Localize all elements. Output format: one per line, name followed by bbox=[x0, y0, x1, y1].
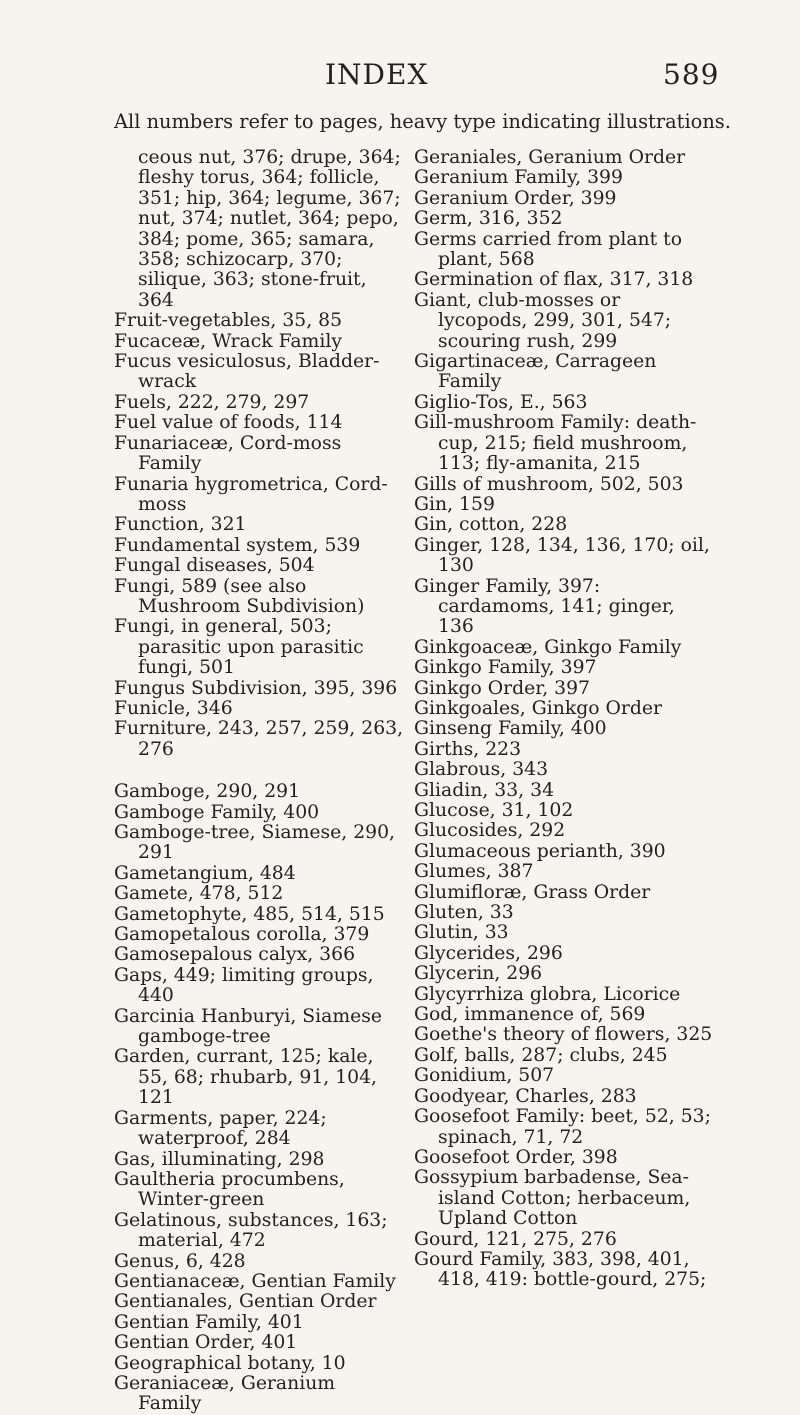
index-entry: Ginkgo Order, 397 bbox=[414, 677, 590, 699]
index-entry: Gourd Family, 383, 398, 401, 418, 419: bottle-gourd, 275; bbox=[414, 1248, 707, 1291]
index-entry: Geraniaceæ, Geranium Family bbox=[114, 1372, 336, 1415]
index-entry: Gluten, 33 bbox=[414, 902, 514, 924]
index-entry: Genus, 6, 428 bbox=[114, 1250, 246, 1272]
index-entry: Ginger, 128, 134, 136, 170; oil, 130 bbox=[414, 534, 710, 577]
index-entry: Gamopetalous corolla, 379 bbox=[114, 924, 370, 946]
index-entry: Gonidium, 507 bbox=[414, 1065, 555, 1087]
index-entry: Gentianaceæ, Gentian Family bbox=[114, 1270, 396, 1292]
index-entry: Gamboge-tree, Siamese, 290, 291 bbox=[114, 822, 396, 864]
index-entry: Gentianales, Gentian Order bbox=[114, 1291, 377, 1313]
index-entry: Gin, 159 bbox=[414, 493, 495, 515]
section-gap bbox=[114, 760, 404, 782]
index-entry: Geranium Order, 399 bbox=[414, 187, 617, 209]
index-entry: Gentian Family, 401 bbox=[114, 1311, 304, 1333]
index-entry: Ginger Family, 397: cardamoms, 141; ginger, 136 bbox=[414, 575, 675, 638]
index-entry: Ginkgoaceæ, Ginkgo Family bbox=[414, 636, 682, 658]
index-entry: Goosefoot Order, 398 bbox=[414, 1146, 618, 1168]
index-entry: Fucus vesiculosus, Bladder-wrack bbox=[114, 351, 380, 393]
index-entry: Gelatinous, substances, 163; material, 472 bbox=[114, 1209, 388, 1252]
index-entry: Gills of mushroom, 502, 503 bbox=[414, 473, 684, 495]
index-entry: Garments, paper, 224; waterproof, 284 bbox=[114, 1107, 327, 1150]
index-entry: Giant, club-mosses or lycopods, 299, 301, 547; scouring rush, 299 bbox=[414, 289, 672, 352]
index-entry: Fruit-vegetables, 35, 85 bbox=[114, 310, 343, 332]
index-entry: Glumes, 387 bbox=[414, 861, 534, 883]
index-entry: Germination of flax, 317, 318 bbox=[414, 269, 694, 291]
index-entry: Goethe's theory of flowers, 325 bbox=[414, 1024, 713, 1046]
index-entry: Glycerin, 296 bbox=[414, 963, 543, 985]
index-entry: ceous nut, 376; drupe, 364; fleshy torus, 364; follicle, 351; hip, 364; legume, 367; nut, 374; nutlet, 364; pepo, 384; pome, 365; samara, 358; schizocarp, 370; silique, 363; stone-fruit, 364 bbox=[138, 147, 401, 311]
index-entry: Glabrous, 343 bbox=[414, 759, 549, 781]
index-entry: Gamboge Family, 400 bbox=[114, 801, 320, 823]
index-column-left bbox=[114, 148, 404, 1415]
index-entry: Gamete, 478, 512 bbox=[114, 883, 284, 905]
index-entry: Giglio-Tos, E., 563 bbox=[414, 391, 588, 413]
index-entry: Fungus Subdivision, 395, 396 bbox=[114, 677, 398, 699]
index-entry: Garcinia Hanburyi, Siamese gamboge-tree bbox=[114, 1005, 383, 1048]
index-entry: Gametangium, 484 bbox=[114, 862, 296, 884]
index-entry: God, immanence of, 569 bbox=[414, 1004, 646, 1026]
index-entry: Fungal diseases, 504 bbox=[114, 555, 315, 577]
page-number: 589 bbox=[663, 58, 720, 91]
index-entry: Fundamental system, 539 bbox=[114, 534, 361, 556]
index-entry: Geraniales, Geranium Order bbox=[414, 147, 686, 168]
index-entry: Glucosides, 292 bbox=[414, 820, 566, 842]
index-entry: Gamosepalous calyx, 366 bbox=[114, 944, 356, 966]
index-entry: Glutin, 33 bbox=[414, 922, 509, 944]
index-entry: Fucaceæ, Wrack Family bbox=[114, 330, 342, 352]
index-entry: Ginkgo Family, 397 bbox=[414, 657, 597, 679]
index-entry: Funicle, 346 bbox=[114, 697, 233, 719]
index-entry: Geographical botany, 10 bbox=[114, 1352, 346, 1374]
index-entry: Funariaceæ, Cord-moss Family bbox=[114, 432, 342, 475]
index-entry: Garden, currant, 125; kale, 55, 68; rhubarb, 91, 104, 121 bbox=[114, 1046, 378, 1109]
index-entry: Gossypium barbadense, Sea-island Cotton; herbaceum, Upland Cotton bbox=[414, 1167, 691, 1230]
index-entry: Fungi, in general, 503; parasitic upon parasitic fungi, 501 bbox=[114, 616, 364, 679]
index-entry: Goodyear, Charles, 283 bbox=[414, 1085, 637, 1107]
index-entry: Goosefoot Family: beet, 52, 53; spinach, 71, 72 bbox=[414, 1106, 711, 1148]
index-entry: Fuels, 222, 279, 297 bbox=[114, 391, 310, 413]
index-entry: Gas, illuminating, 298 bbox=[114, 1148, 325, 1170]
index-entry: Gentian Order, 401 bbox=[114, 1332, 298, 1354]
index-entry: Gamboge, 290, 291 bbox=[114, 781, 301, 803]
index-entry: Gourd, 121, 275, 276 bbox=[414, 1228, 617, 1250]
index-entry: Fuel value of foods, 114 bbox=[114, 412, 343, 434]
index-entry: Gaultheria procumbens, Winter-green bbox=[114, 1168, 345, 1211]
page-title: INDEX bbox=[325, 58, 429, 91]
index-entry: Gaps, 449; limiting groups, 440 bbox=[114, 964, 374, 1007]
index-entry: Gliadin, 33, 34 bbox=[414, 779, 555, 801]
index-entry: Gametophyte, 485, 514, 515 bbox=[114, 903, 385, 925]
index-entry: Furniture, 243, 257, 259, 263, 276 bbox=[114, 718, 404, 760]
index-entry: Function, 321 bbox=[114, 514, 247, 536]
index-entry: Geranium Family, 399 bbox=[414, 167, 623, 189]
index-note: All numbers refer to pages, heavy type indicating illustrations. bbox=[114, 110, 731, 133]
index-entry: Glycerides, 296 bbox=[414, 942, 563, 964]
index-entry: Glumifloræ, Grass Order bbox=[414, 881, 651, 903]
index-entry: Funaria hygrometrica, Cord-moss bbox=[114, 473, 388, 515]
index-entry: Ginseng Family, 400 bbox=[414, 718, 607, 740]
index-entry: Glumaceous perianth, 390 bbox=[414, 840, 666, 862]
index-entry: Gin, cotton, 228 bbox=[414, 514, 568, 536]
index-entry: Germ, 316, 352 bbox=[414, 208, 563, 230]
index-entry: Fungi, 589 (see also Mushroom Subdivision) bbox=[114, 575, 365, 617]
index-entry: Gill-mushroom Family: death-cup, 215; field mushroom, 113; fly-amanita, 215 bbox=[414, 412, 697, 475]
index-column-right bbox=[414, 148, 714, 1291]
index-entry: Golf, balls, 287; clubs, 245 bbox=[414, 1044, 668, 1066]
index-entry: Glucose, 31, 102 bbox=[414, 800, 574, 821]
index-entry: Ginkgoales, Ginkgo Order bbox=[414, 697, 662, 719]
index-entry: Girths, 223 bbox=[414, 738, 522, 760]
index-entry: Glycyrrhiza globra, Licorice bbox=[414, 983, 681, 1005]
index-entry: Gigartinaceæ, Carrageen Family bbox=[414, 351, 657, 393]
index-entry: Germs carried from plant to plant, 568 bbox=[414, 228, 683, 271]
